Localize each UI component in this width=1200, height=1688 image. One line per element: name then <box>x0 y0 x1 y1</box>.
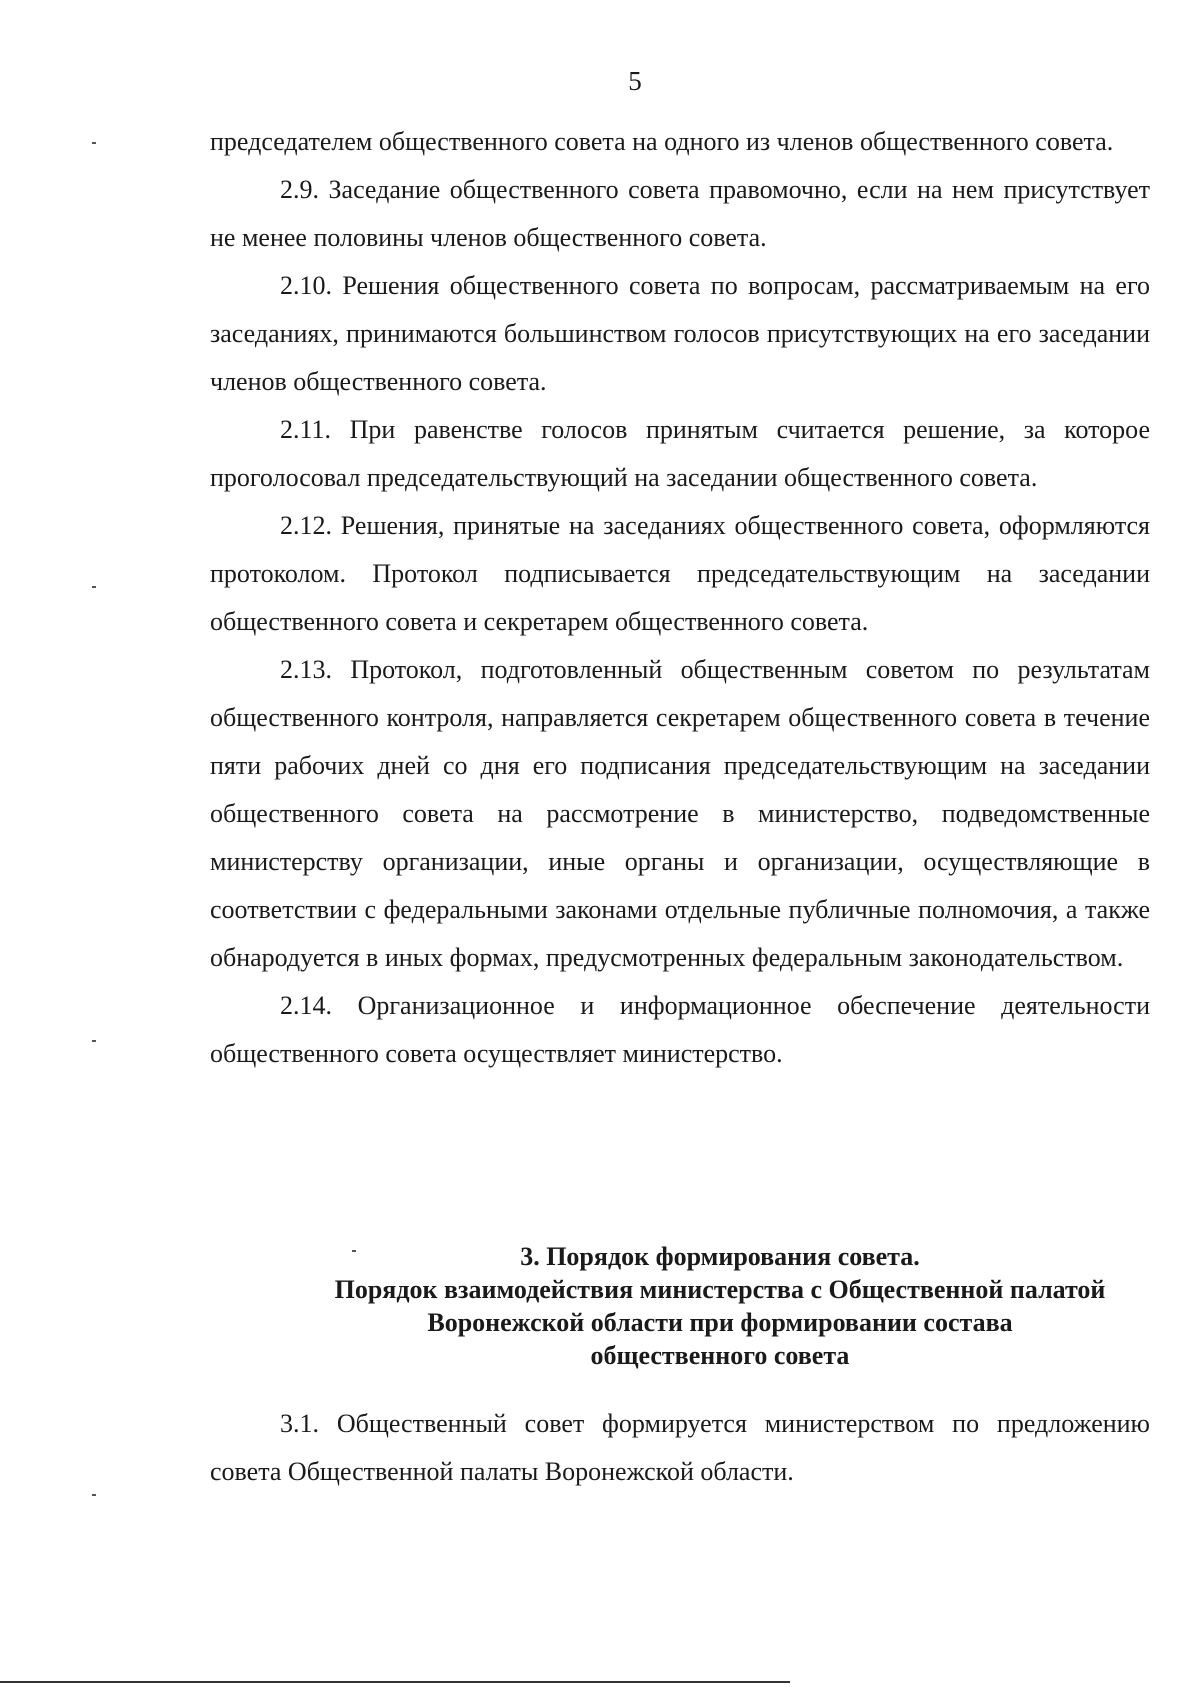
paragraph-continuation: председателем общественного совета на одного из членов общественного совета. <box>210 127 1114 156</box>
paragraph-2-9: 2.9. Заседание общественного совета правомочно, если на нем присутствует не менее половины членов общественного совета. <box>210 175 1150 252</box>
paragraph-2-13: 2.13. Протокол, подготовленный общественным советом по результатам общественного контроля, направляется секретарем общественного совета в течение пяти рабочих дней со дня его подписания председательствующим на заседании общественного совета на рассмотрение в министерство, подведомственные министерству организации, иные органы и организации, осуществляющие в соответствии с федеральными законами отдельные публичные полномочия, а также обнародуется в иных формах, предусмотренных федеральным законодательством. <box>210 655 1150 972</box>
scan-artifact <box>92 1494 96 1496</box>
heading-line: общественного совета <box>590 1341 850 1370</box>
scan-edge-line <box>0 1681 790 1683</box>
paragraph-2-14: 2.14. Организационное и информационное обеспечение деятельности общественного совета осуществляет министерство. <box>210 991 1150 1068</box>
paragraph-2-11: 2.11. При равенстве голосов принятым считается решение, за которое проголосовал председательствующий на заседании общественного совета. <box>210 415 1150 492</box>
section-2-body <box>210 118 1150 1078</box>
heading-line: Воронежской области при формировании состава <box>427 1308 1013 1337</box>
paragraph-2-10: 2.10. Решения общественного совета по вопросам, рассматриваемым на его заседаниях, принимаются большинством голосов присутствующих на его заседании членов общественного совета. <box>210 271 1150 396</box>
scan-artifact <box>92 1040 96 1042</box>
scan-artifact <box>92 142 96 144</box>
heading-line: Порядок взаимодействия министерства с Общественной палатой <box>334 1275 1106 1304</box>
section-3-heading <box>290 1240 1150 1372</box>
scan-artifact <box>92 586 96 588</box>
section-3-body <box>210 1400 1150 1496</box>
paragraph-3-1: 3.1. Общественный совет формируется министерством по предложению совета Общественной палаты Воронежской области. <box>210 1409 1150 1486</box>
heading-line: 3. Порядок формирования совета. <box>520 1242 920 1271</box>
scan-artifact <box>352 1250 356 1252</box>
paragraph-2-12: 2.12. Решения, принятые на заседаниях общественного совета, оформляются протоколом. Протокол подписывается председательствующим на заседании общественного совета и секретарем общественного совета. <box>210 511 1150 636</box>
page-number: 5 <box>628 66 642 96</box>
